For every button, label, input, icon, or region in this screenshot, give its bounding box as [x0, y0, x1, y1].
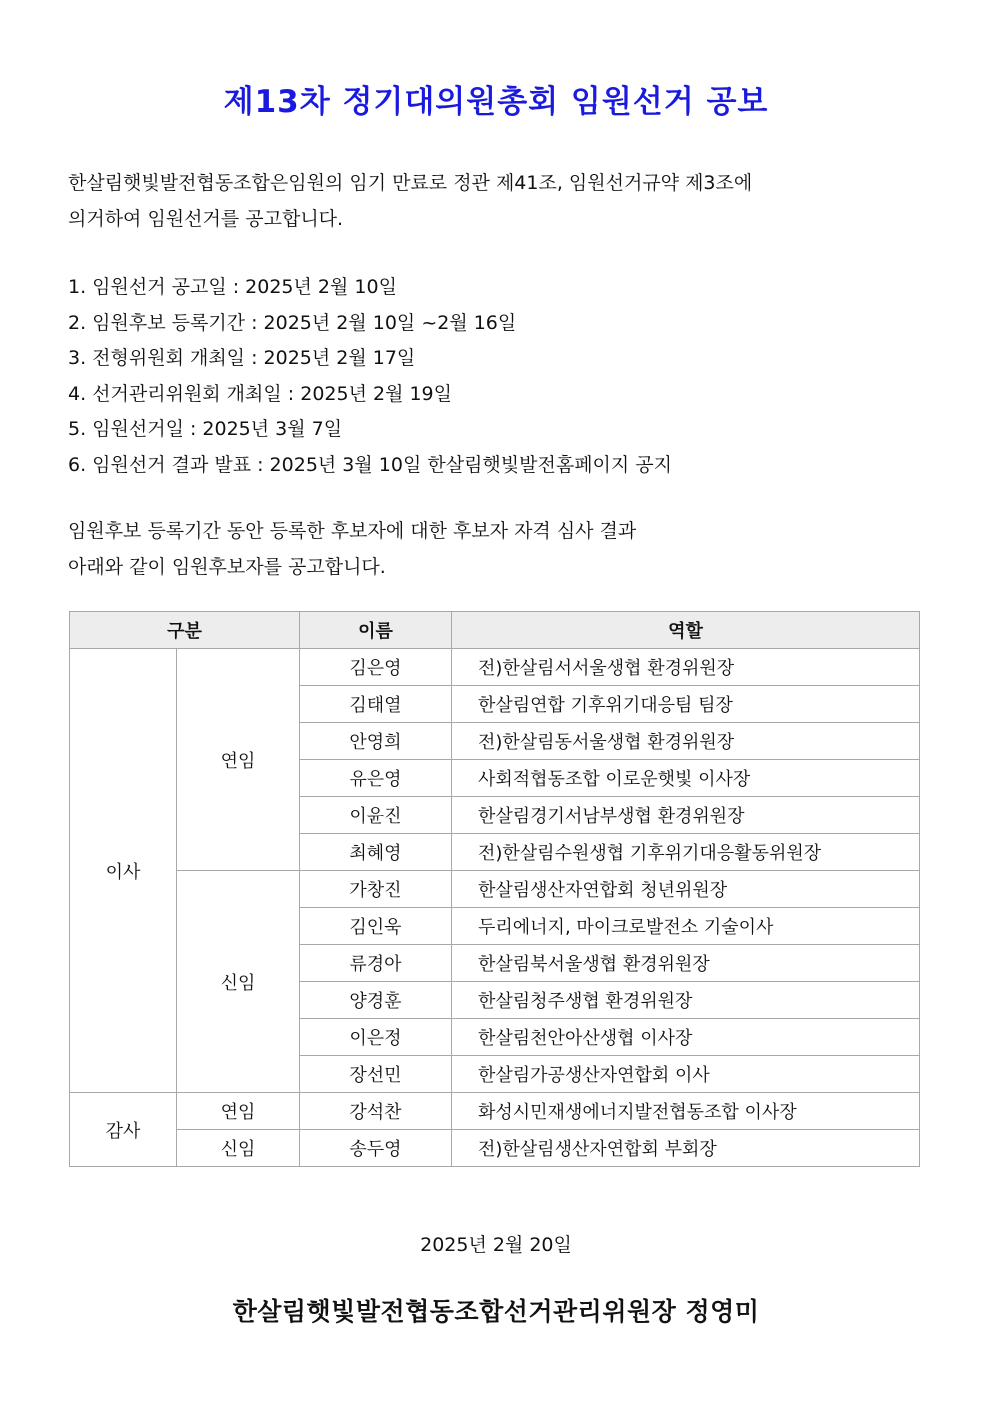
election-schedule-list — [68, 270, 928, 483]
table-row — [70, 1093, 920, 1130]
candidate-name: 양경훈 — [300, 982, 452, 1019]
candidate-role: 전)한살림동서울생협 환경위원장 — [452, 723, 920, 760]
table-row — [70, 649, 920, 686]
group-director: 이사 — [70, 649, 177, 1093]
page-title: 제13차 정기대의원총회 임원선거 공보 — [223, 84, 769, 120]
candidate-name: 송두영 — [300, 1130, 452, 1167]
candidate-name: 유은영 — [300, 760, 452, 797]
candidate-name: 이은정 — [300, 1019, 452, 1056]
header-category: 구분 — [70, 612, 300, 649]
candidate-role: 사회적협동조합 이로운햇빛 이사장 — [452, 760, 920, 797]
header-role: 역할 — [452, 612, 920, 649]
candidate-role: 한살림청주생협 환경위원장 — [452, 982, 920, 1019]
intro-line-1: 한살림햇빛발전협동조합은임원의 임기 만료로 정관 제41조, 임원선거규약 제3조에 — [68, 172, 753, 194]
candidate-name: 김은영 — [300, 649, 452, 686]
candidate-role: 한살림생산자연합회 청년위원장 — [452, 871, 920, 908]
candidate-role: 전)한살림서서울생협 환경위원장 — [452, 649, 920, 686]
candidate-name: 장선민 — [300, 1056, 452, 1093]
candidate-role: 전)한살림수원생협 기후위기대응활동위원장 — [452, 834, 920, 871]
candidate-name: 김인욱 — [300, 908, 452, 945]
candidate-role: 한살림연합 기후위기대응팀 팀장 — [452, 686, 920, 723]
candidate-name: 강석찬 — [300, 1093, 452, 1130]
candidate-name: 최혜영 — [300, 834, 452, 871]
schedule-item: 6. 임원선거 결과 발표 : 2025년 3월 10일 한살림햇빛발전홈페이지 공지 — [68, 453, 673, 476]
announcement-date: 2025년 2월 20일 — [420, 1234, 572, 1256]
candidate-name: 김태열 — [300, 686, 452, 723]
candidate-name: 이윤진 — [300, 797, 452, 834]
candidate-role: 한살림북서울생협 환경위원장 — [452, 945, 920, 982]
candidate-name: 안영희 — [300, 723, 452, 760]
candidate-role: 한살림가공생산자연합회 이사 — [452, 1056, 920, 1093]
schedule-item: 2. 임원후보 등록기간 : 2025년 2월 10일 ~2월 16일 — [68, 311, 517, 334]
intro-line-2: 의거하여 임원선거를 공고합니다. — [68, 208, 344, 230]
subgroup-new: 신임 — [177, 871, 300, 1093]
table-row — [70, 1130, 920, 1167]
schedule-item: 1. 임원선거 공고일 : 2025년 2월 10일 — [68, 276, 397, 298]
notice-paragraph — [68, 513, 928, 585]
schedule-item: 3. 전형위원회 개최일 : 2025년 2월 17일 — [68, 347, 416, 369]
schedule-item: 5. 임원선거일 : 2025년 3월 7일 — [68, 418, 343, 440]
candidate-role: 두리에너지, 마이크로발전소 기술이사 — [452, 908, 920, 945]
candidate-role: 전)한살림생산자연합회 부회장 — [452, 1130, 920, 1167]
subgroup-reappointed: 연임 — [177, 649, 300, 871]
table-row — [70, 871, 920, 908]
candidate-role: 한살림경기서남부생협 환경위원장 — [452, 797, 920, 834]
candidate-table — [69, 611, 920, 1167]
subgroup-new: 신임 — [177, 1130, 300, 1167]
candidate-role: 한살림천안아산생협 이사장 — [452, 1019, 920, 1056]
table-header-row — [70, 612, 920, 649]
intro-paragraph — [68, 165, 928, 237]
signature-line: 한살림햇빛발전협동조합선거관리위원장 정영미 — [232, 1297, 760, 1326]
group-auditor: 감사 — [70, 1093, 177, 1167]
schedule-item: 4. 선거관리위원회 개최일 : 2025년 2월 19일 — [68, 382, 452, 405]
notice-line-1: 임원후보 등록기간 동안 등록한 후보자에 대한 후보자 자격 심사 결과 — [68, 520, 637, 542]
candidate-name: 류경아 — [300, 945, 452, 982]
candidate-name: 가창진 — [300, 871, 452, 908]
subgroup-reappointed: 연임 — [177, 1093, 300, 1130]
candidate-role: 화성시민재생에너지발전협동조합 이사장 — [452, 1093, 920, 1130]
header-name: 이름 — [300, 612, 452, 649]
notice-line-2: 아래와 같이 임원후보자를 공고합니다. — [68, 556, 386, 578]
